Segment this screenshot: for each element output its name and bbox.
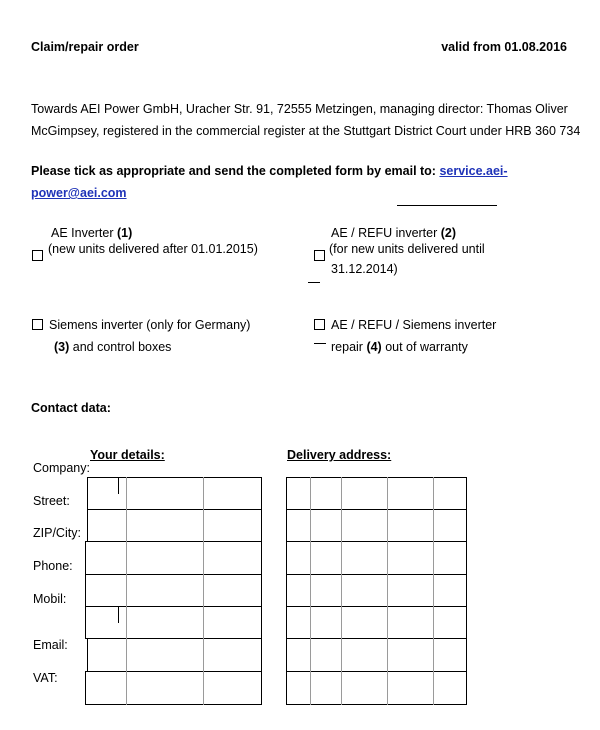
your-company-input[interactable] xyxy=(87,477,262,510)
option-4-prefix: repair xyxy=(331,340,367,354)
your-vat-input[interactable] xyxy=(85,671,262,705)
instructions-line: Please tick as appropriate and send the completed form by email to: xyxy=(31,164,440,178)
valid-from-date: valid from 01.08.2016 xyxy=(441,40,567,54)
option-2-dash-mark xyxy=(308,282,320,283)
document-title: Claim/repair order xyxy=(31,40,139,54)
option-1-number: (1) xyxy=(117,226,133,240)
contact-data-heading: Contact data: xyxy=(31,401,111,415)
instructions-text xyxy=(31,164,508,178)
option-4-detail xyxy=(331,340,468,354)
your-email-input[interactable] xyxy=(87,638,262,672)
option-2-number: (2) xyxy=(440,226,457,240)
option-ae-inverter-checkbox[interactable] xyxy=(32,250,43,261)
delivery-company-input[interactable] xyxy=(286,477,467,510)
email-underline-rule xyxy=(397,205,497,206)
your-grid-tick-2 xyxy=(118,607,119,623)
option-2-detail-2: 31.12.2014) xyxy=(331,262,398,276)
delivery-grid-divider-1 xyxy=(310,477,311,705)
delivery-phone-input[interactable] xyxy=(286,574,467,607)
option-1-label-text: AE Inverter xyxy=(51,226,117,240)
delivery-grid-divider-2 xyxy=(341,477,342,705)
your-grid-divider-2 xyxy=(203,477,204,705)
option-4-detail-text: out of warranty xyxy=(381,340,468,354)
field-label-phone: Phone: xyxy=(33,559,73,573)
field-label-vat: VAT: xyxy=(33,671,58,685)
your-street-input[interactable] xyxy=(87,509,262,542)
field-label-street: Street: xyxy=(33,494,70,508)
delivery-email-input[interactable] xyxy=(286,638,467,672)
option-siemens-label: Siemens inverter (only for Germany) xyxy=(49,318,251,332)
delivery-zip-city-input[interactable] xyxy=(286,541,467,575)
field-label-mobil: Mobil: xyxy=(33,592,67,606)
email-link-wrap xyxy=(31,186,127,200)
option-ae-refu-checkbox[interactable] xyxy=(314,250,325,261)
field-label-email: Email: xyxy=(33,638,68,652)
email-link-part1[interactable]: service.aei- xyxy=(439,164,508,178)
option-2-detail-1: (for new units delivered until xyxy=(329,242,485,256)
your-grid-divider-1 xyxy=(126,477,127,705)
your-mobil-input[interactable] xyxy=(85,606,262,639)
delivery-street-input[interactable] xyxy=(286,509,467,542)
option-ae-refu-label xyxy=(331,226,456,240)
option-1-detail: (new units delivered after 01.01.2015) xyxy=(48,242,258,256)
intro-line-2: McGimpsey, registered in the commercial register at the Stuttgart District Court under HRB 360 734 xyxy=(31,124,581,138)
option-4-dash-mark xyxy=(314,343,326,344)
field-label-company: Company: xyxy=(33,461,90,475)
delivery-address-heading: Delivery address: xyxy=(287,448,392,462)
intro-line-1: Towards AEI Power GmbH, Uracher Str. 91, 72555 Metzingen, managing director: Thomas Oliver xyxy=(31,102,568,116)
option-4-number: (4) xyxy=(366,340,382,354)
option-siemens-checkbox[interactable] xyxy=(32,319,43,330)
option-repair-checkbox[interactable] xyxy=(314,319,325,330)
delivery-grid-divider-3 xyxy=(387,477,388,705)
option-repair-label: AE / REFU / Siemens inverter xyxy=(331,318,497,332)
delivery-mobil-input[interactable] xyxy=(286,606,467,639)
delivery-grid-divider-4 xyxy=(433,477,434,705)
option-3-detail xyxy=(54,340,171,354)
your-details-heading: Your details: xyxy=(90,448,165,462)
delivery-vat-input[interactable] xyxy=(286,671,467,705)
option-3-number: (3) xyxy=(54,340,70,354)
option-3-detail-text: and control boxes xyxy=(69,340,172,354)
your-zip-city-input[interactable] xyxy=(85,541,262,575)
option-ae-inverter-label xyxy=(51,226,132,240)
your-grid-tick-1 xyxy=(118,478,119,494)
email-link-part2[interactable]: power@aei.com xyxy=(31,186,127,200)
field-label-zip-city: ZIP/City: xyxy=(33,526,81,540)
your-phone-input[interactable] xyxy=(85,574,262,607)
option-2-label-text: AE / REFU inverter xyxy=(331,226,441,240)
